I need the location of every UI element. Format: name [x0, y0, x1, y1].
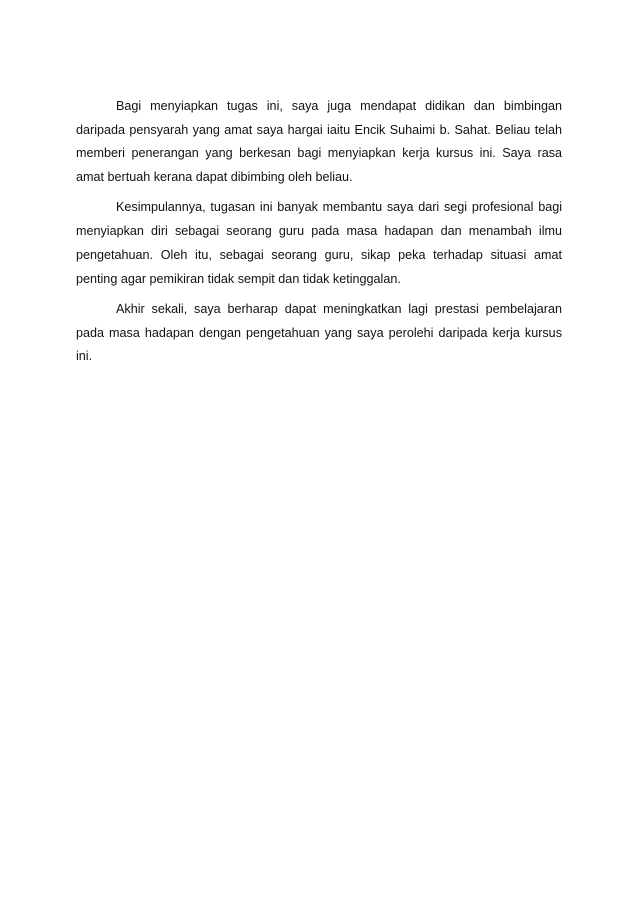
paragraph-guidance: Bagi menyiapkan tugas ini, saya juga mendapat didikan dan bimbingan daripada pensyarah yang amat saya hargai iaitu Encik Suhaimi b. Sahat. Beliau telah memberi penerangan yang berkesan bagi menyiapkan kerja kursus ini. Saya rasa amat bertuah kerana dapat dibimbing oleh beliau.	[76, 99, 562, 185]
paragraph-conclusion: Kesimpulannya, tugasan ini banyak membantu saya dari segi profesional bagi menyiapkan diri sebagai seorang guru pada masa hadapan dan menambah ilmu pengetahuan. Oleh itu, sebagai seorang guru, sikap peka terhadap situasi amat penting agar pemikiran tidak sempit dan tidak ketinggalan.	[76, 200, 562, 286]
paragraph-closing: Akhir sekali, saya berharap dapat meningkatkan lagi prestasi pembelajaran pada masa hadapan dengan pengetahuan yang saya perolehi daripada kerja kursus ini.	[76, 301, 562, 364]
document-body	[76, 95, 562, 376]
